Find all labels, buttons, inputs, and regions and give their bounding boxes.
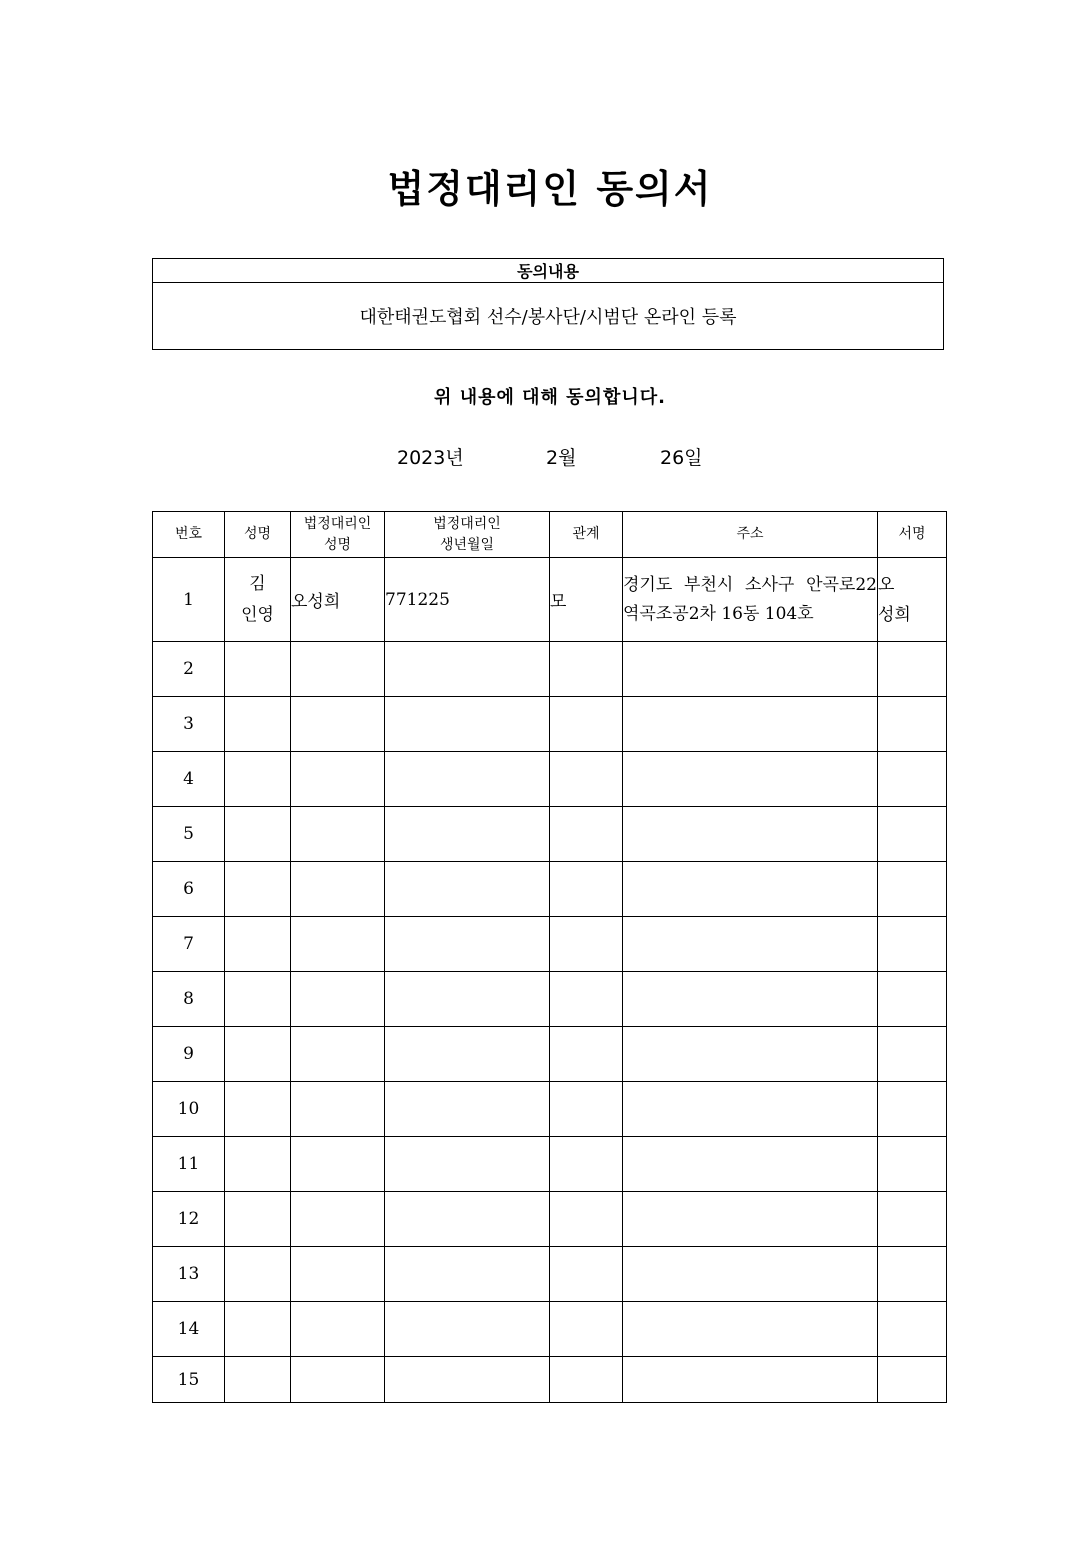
table-row (153, 558, 947, 642)
guardian-consent-table (152, 511, 947, 1403)
consent-header: 동의내용 (153, 259, 944, 283)
cell-relation (550, 1082, 623, 1137)
cell-address (623, 697, 878, 752)
cell-name (225, 807, 291, 862)
cell-name (225, 862, 291, 917)
cell-relation: 모 (550, 558, 623, 642)
cell-guardian-name: 오성희 (291, 558, 385, 642)
header-signature: 서명 (878, 512, 947, 558)
cell-signature (878, 752, 947, 807)
cell-guardian-name (291, 972, 385, 1027)
cell-name (225, 642, 291, 697)
cell-no: 15 (153, 1357, 225, 1403)
cell-guardian-birth: 771225 (385, 558, 550, 642)
cell-guardian-name (291, 1027, 385, 1082)
cell-address (623, 1302, 878, 1357)
cell-relation (550, 972, 623, 1027)
cell-signature (878, 972, 947, 1027)
cell-address (623, 1027, 878, 1082)
header-name: 성명 (225, 512, 291, 558)
cell-guardian-name (291, 1082, 385, 1137)
cell-no: 2 (153, 642, 225, 697)
cell-no: 10 (153, 1082, 225, 1137)
cell-guardian-name (291, 642, 385, 697)
cell-address (623, 862, 878, 917)
cell-name (225, 1082, 291, 1137)
cell-signature (878, 1137, 947, 1192)
table-row (153, 1137, 947, 1192)
cell-signature (878, 1247, 947, 1302)
cell-no: 6 (153, 862, 225, 917)
table-row (153, 1247, 947, 1302)
cell-address (623, 752, 878, 807)
cell-guardian-birth (385, 697, 550, 752)
table-row (153, 642, 947, 697)
cell-guardian-birth (385, 1192, 550, 1247)
cell-no: 7 (153, 917, 225, 972)
cell-relation (550, 642, 623, 697)
cell-name (225, 917, 291, 972)
table-row (153, 752, 947, 807)
header-address: 주소 (623, 512, 878, 558)
cell-guardian-name (291, 1357, 385, 1403)
cell-guardian-birth (385, 1357, 550, 1403)
cell-name (225, 1247, 291, 1302)
table-row (153, 1192, 947, 1247)
cell-signature-line: 오 (878, 574, 895, 595)
cell-no: 1 (153, 558, 225, 642)
cell-guardian-name (291, 1247, 385, 1302)
cell-guardian-name (291, 752, 385, 807)
cell-guardian-name (291, 862, 385, 917)
cell-signature (878, 1192, 947, 1247)
cell-signature (878, 1357, 947, 1403)
table-row (153, 917, 947, 972)
cell-address (623, 807, 878, 862)
cell-no: 5 (153, 807, 225, 862)
cell-address (623, 642, 878, 697)
header-guardian-name: 법정대리인 성명 (291, 512, 385, 558)
cell-guardian-birth (385, 1082, 550, 1137)
cell-signature (878, 862, 947, 917)
cell-address (623, 972, 878, 1027)
cell-guardian-name (291, 807, 385, 862)
table-row (153, 1357, 947, 1403)
cell-relation (550, 1192, 623, 1247)
table-row (153, 807, 947, 862)
cell-guardian-birth (385, 972, 550, 1027)
cell-name-line: 김 (249, 573, 266, 594)
cell-address (623, 917, 878, 972)
cell-guardian-birth (385, 752, 550, 807)
cell-name (225, 1192, 291, 1247)
cell-name (225, 752, 291, 807)
cell-relation (550, 1247, 623, 1302)
cell-no: 11 (153, 1137, 225, 1192)
table-row (153, 1082, 947, 1137)
cell-address (623, 1357, 878, 1403)
cell-signature (878, 558, 947, 642)
cell-relation (550, 1357, 623, 1403)
table-row (153, 972, 947, 1027)
cell-address: 경기도 부천시 소사구 안곡로22 역곡조공2차 16동 104호 (623, 558, 878, 642)
cell-relation (550, 1302, 623, 1357)
cell-name (225, 1137, 291, 1192)
cell-guardian-birth (385, 917, 550, 972)
cell-signature (878, 642, 947, 697)
cell-name (225, 1302, 291, 1357)
cell-signature (878, 917, 947, 972)
cell-no: 8 (153, 972, 225, 1027)
cell-guardian-birth (385, 1302, 550, 1357)
date-year: 2023년 (397, 447, 464, 469)
cell-signature (878, 807, 947, 862)
table-row (153, 1027, 947, 1082)
cell-guardian-name (291, 1302, 385, 1357)
cell-name (225, 558, 291, 642)
cell-guardian-birth (385, 862, 550, 917)
table-row (153, 1302, 947, 1357)
cell-name (225, 1357, 291, 1403)
document-title: 법정대리인 동의서 (387, 167, 713, 211)
table-row (153, 862, 947, 917)
cell-guardian-name (291, 697, 385, 752)
cell-no: 13 (153, 1247, 225, 1302)
cell-no: 12 (153, 1192, 225, 1247)
consent-content: 대한태권도협회 선수/봉사단/시범단 온라인 등록 (153, 283, 944, 350)
cell-guardian-birth (385, 1137, 550, 1192)
cell-relation (550, 752, 623, 807)
cell-no: 4 (153, 752, 225, 807)
cell-address (623, 1137, 878, 1192)
table-row (153, 697, 947, 752)
consent-content-box (152, 258, 944, 350)
cell-no: 14 (153, 1302, 225, 1357)
cell-signature-line: 성희 (878, 604, 911, 625)
cell-relation (550, 862, 623, 917)
cell-address (623, 1247, 878, 1302)
header-relation: 관계 (550, 512, 623, 558)
cell-address (623, 1082, 878, 1137)
cell-relation (550, 1137, 623, 1192)
header-guardian-birth: 법정대리인 생년월일 (385, 512, 550, 558)
date-day: 26일 (660, 447, 703, 469)
cell-guardian-birth (385, 1247, 550, 1302)
header-no: 번호 (153, 512, 225, 558)
table-header-row (153, 512, 947, 558)
cell-signature (878, 697, 947, 752)
cell-signature (878, 1027, 947, 1082)
cell-guardian-birth (385, 807, 550, 862)
date-month: 2월 (546, 447, 577, 469)
cell-relation (550, 807, 623, 862)
cell-address (623, 1192, 878, 1247)
cell-guardian-birth (385, 642, 550, 697)
cell-guardian-birth (385, 1027, 550, 1082)
cell-guardian-name (291, 1192, 385, 1247)
cell-name-line: 인영 (241, 604, 274, 625)
cell-no: 3 (153, 697, 225, 752)
cell-name (225, 972, 291, 1027)
cell-no: 9 (153, 1027, 225, 1082)
cell-guardian-name (291, 1137, 385, 1192)
agreement-statement: 위 내용에 대해 동의합니다. (434, 387, 666, 408)
cell-relation (550, 917, 623, 972)
cell-name (225, 697, 291, 752)
cell-name (225, 1027, 291, 1082)
cell-signature (878, 1302, 947, 1357)
cell-guardian-name (291, 917, 385, 972)
cell-relation (550, 697, 623, 752)
cell-signature (878, 1082, 947, 1137)
cell-relation (550, 1027, 623, 1082)
